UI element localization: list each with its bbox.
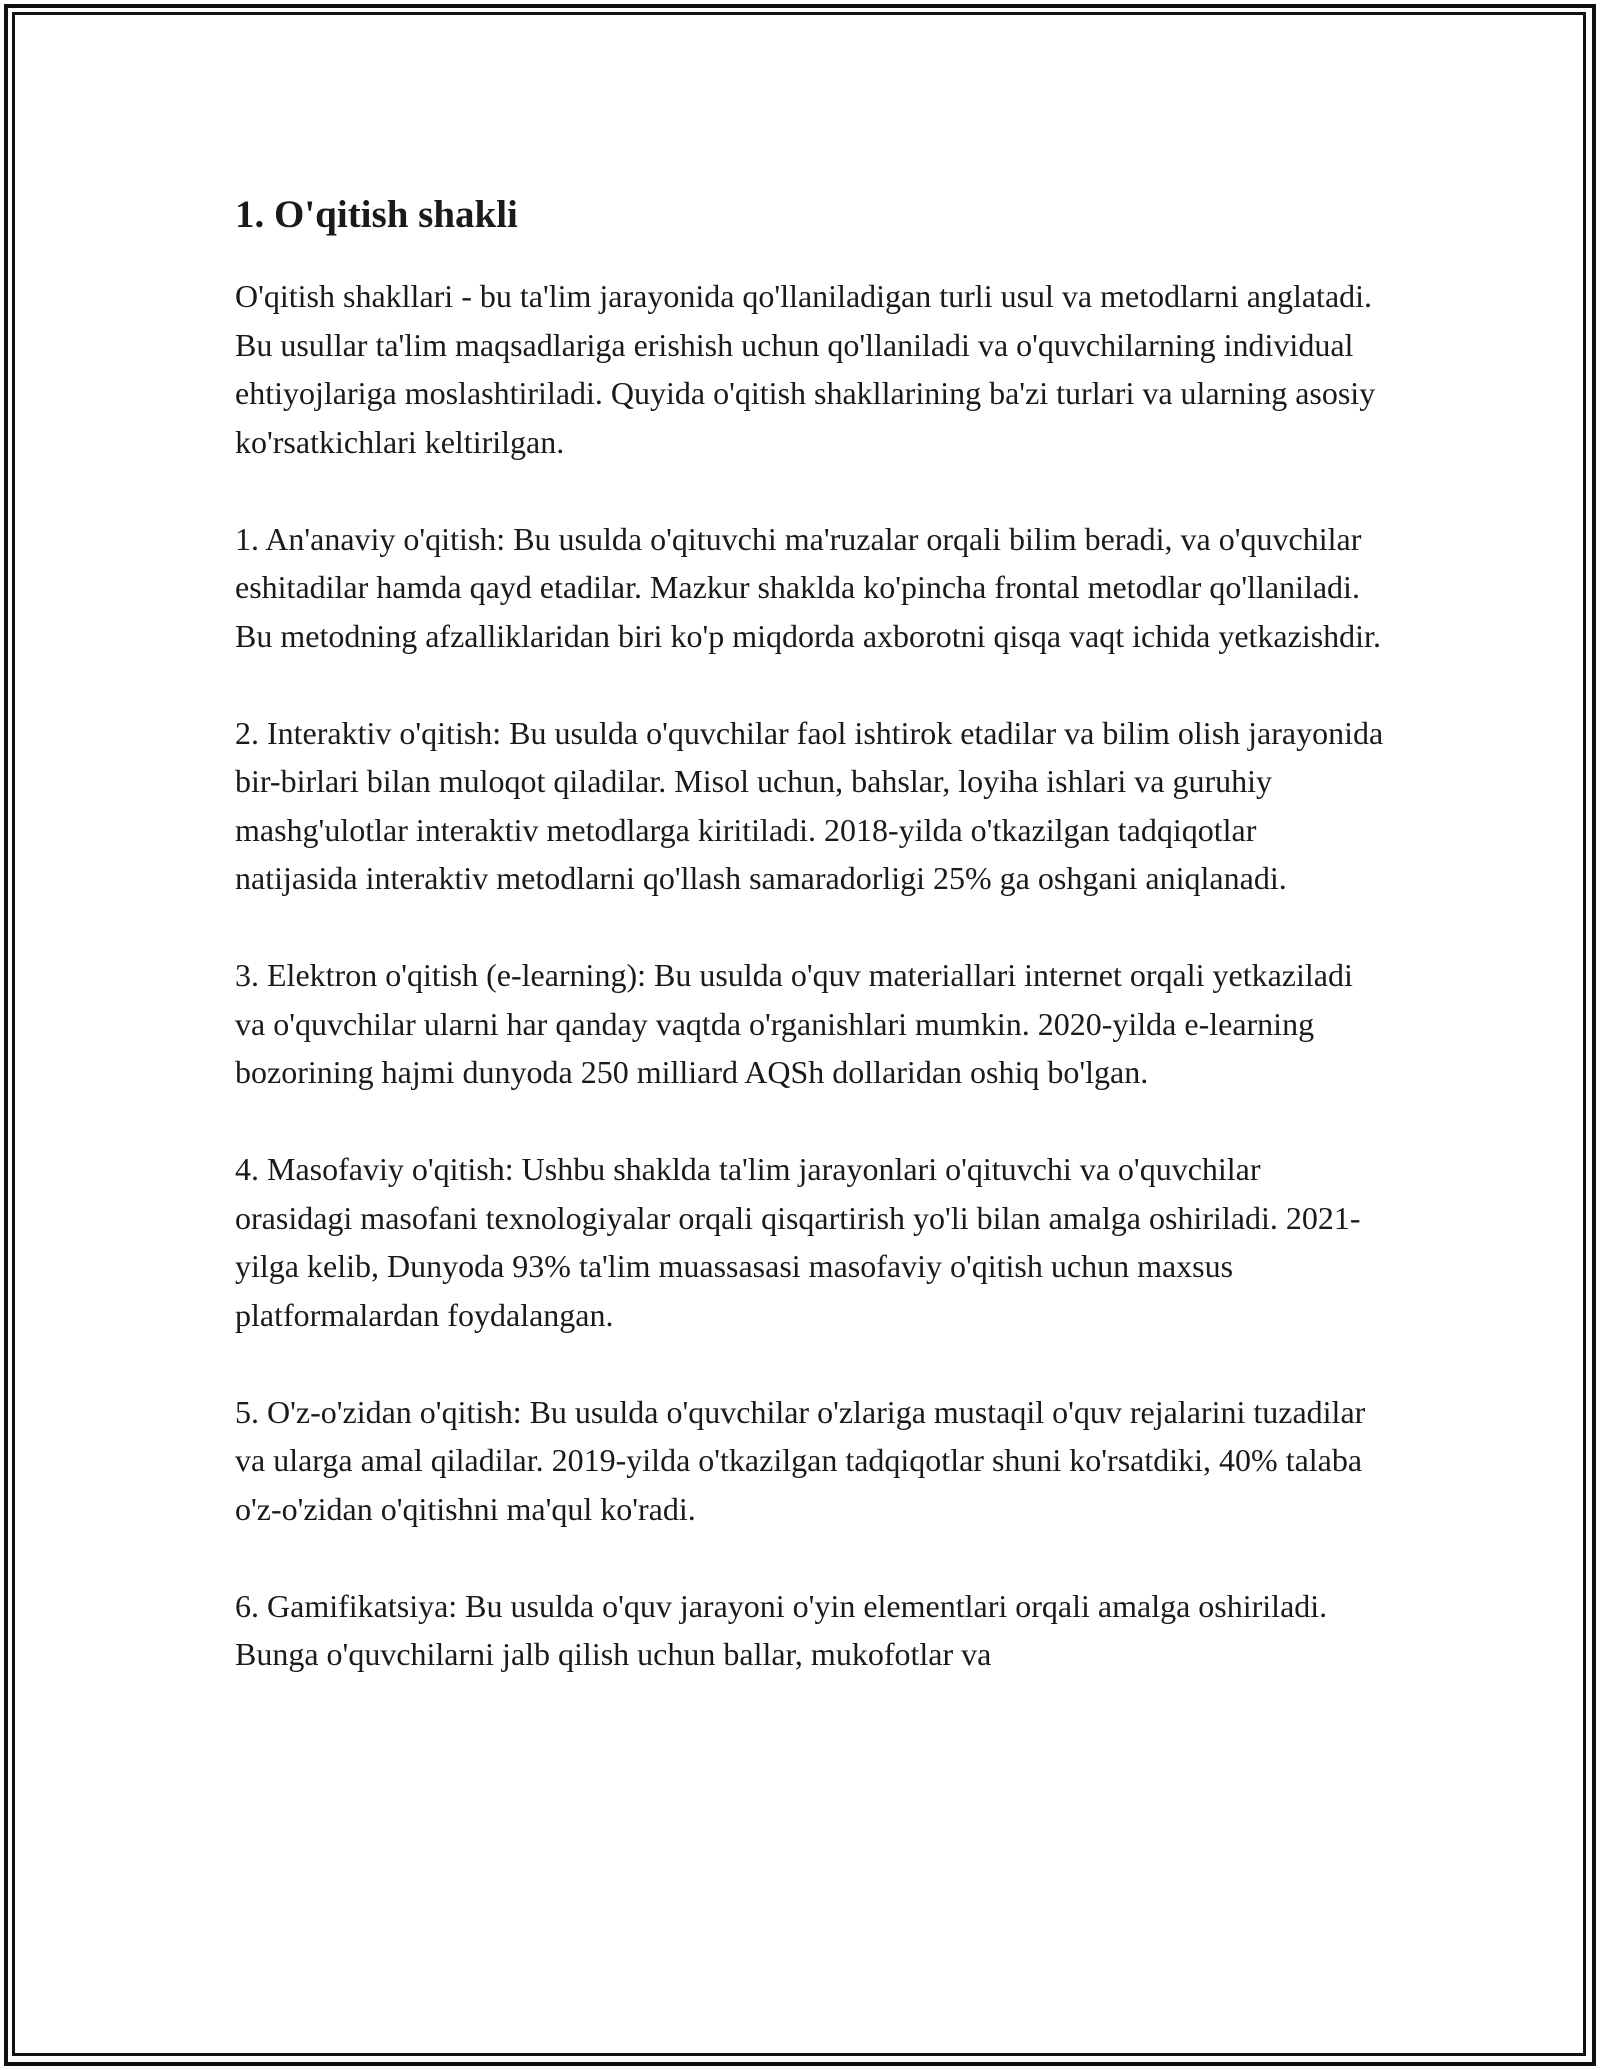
section-heading: 1. O'qitish shakli [235,193,518,236]
list-item: 3. Elektron o'qitish (e-learning): Bu usulda o'quv materiallari internet orqali yetkaziladi va o'quvchilar ularni har qanday vaqtda o'rganishlari mumkin. 2020-yilda e-learning bozorining hajmi dunyoda 250 milliard AQSh dollaridan oshiq bo'lgan. [235,957,1353,1090]
list-item: 1. An'anaviy o'qitish: Bu usulda o'qituvchi ma'ruzalar orqali bilim beradi, va o'quvchilar eshitadilar hamda qayd etadilar. Mazkur shaklda ko'pincha frontal metodlar qo'llaniladi. Bu metodning afzalliklaridan biri ko'p miqdorda axborotni qisqa vaqt ichida yetkazishdir. [235,520,1381,654]
list-item: 2. Interaktiv o'qitish: Bu usulda o'quvchilar faol ishtirok etadilar va bilim olish jarayonida bir-birlari bilan muloqot qiladilar. Misol uchun, bahslar, loyiha ishlari va guruhiy mashg'ulotlar interaktiv metodlarga kiritiladi. 2018-yilda o'tkazilgan tadqiqotlar natijasida interaktiv metodlarni qo'llash samaradorligi 25% ga oshgani aniqlanadi. [235,714,1384,896]
list-item: 5. O'z-o'zidan o'qitish: Bu usulda o'quvchilar o'zlariga mustaqil o'quv rejalarini tuzadilar va ularga amal qiladilar. 2019-yilda o'tkazilgan tadqiqotlar shuni ko'rsatdiki, 40% talaba o'z-o'zidan o'qitishni ma'qul ko'radi. [235,1393,1366,1527]
list-item: 4. Masofaviy o'qitish: Ushbu shaklda ta'lim jarayonlari o'qituvchi va o'quvchilar orasidagi masofani texnologiyalar orqali qisqartirish yo'li bilan amalga oshiriladi. 2021-yilga kelib, Dunyoda 93% ta'lim muassasasi masofaviy o'qitish uchun maxsus platformalardan foydalangan. [235,1151,1361,1333]
document-body [235,180,1385,1727]
list-item: 6. Gamifikatsiya: Bu usulda o'quv jarayoni o'yin elementlari orqali amalga oshiriladi. Bunga o'quvchilarni jalb qilish uchun ballar, mukofotlar va [235,1587,1328,1672]
intro-paragraph: O'qitish shakllari - bu ta'lim jarayonida qo'llaniladigan turli usul va metodlarni anglatadi. Bu usullar ta'lim maqsadlariga erishish uchun qo'llaniladi va o'quvchilarning individual ehtiyojlariga moslashtiriladi. Quyida o'qitish shakllarining ba'zi turlari va ularning asosiy ko'rsatkichlari keltirilgan. [235,278,1376,460]
